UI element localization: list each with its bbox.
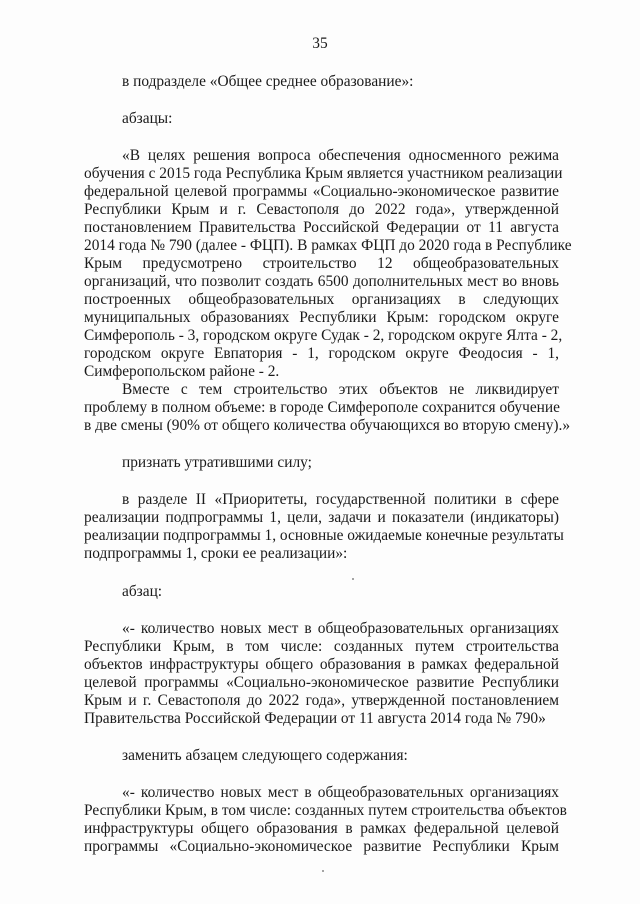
text-line: Республики Крым, в том числе: созданных путем строительства [84,638,559,655]
subsection-intro: в подразделе «Общее среднее образование»: [122,73,414,90]
text-line: Симферополь - 3, городском округе Судак - 2, городском округе Ялта - 2, [84,327,563,344]
text-line: Республики Крым, в том числе: созданных путем строительства объектов [84,802,567,819]
text-line: реализации подпрограммы 1, основные ожидаемые конечные результаты [84,527,564,544]
text-line: Правительства Российской Федерации от 11 августа 2014 года № 790» [84,710,546,727]
text-line: 2014 года № 790 (далее - ФЦП). В рамках ФЦП до 2020 года в Республике [84,237,572,254]
text-line: муниципальных образованиях Республики Крым: городском округе [84,309,559,326]
text-line: «- количество новых мест в общеобразовательных организациях [122,620,559,637]
text-line: «- количество новых мест в общеобразовательных организациях [122,784,559,801]
replace-instruction: заменить абзацем следующего содержания: [122,747,408,764]
scan-speck [322,870,324,872]
text-line: программы «Социально-экономическое развитие Республики Крым [84,838,559,855]
text-line: городском округе Евпатория - 1, городском округе Феодосия - 1, [84,345,559,362]
text-line: постановлением Правительства Российской Федерации от 11 августа [84,219,559,236]
text-line: «В целях решения вопроса обеспечения односменного режима [122,147,559,164]
text-line: Крым и г. Севастополя до 2022 года», утвержденной постановлением [84,692,559,709]
text-line: инфраструктуры общего образования в рамках федеральной целевой [84,820,559,837]
page-number: 35 [312,35,328,52]
text-line: Симферопольском районе - 2. [84,363,280,380]
text-line: построенных общеобразовательных организациях в следующих [84,291,559,308]
text-line: подпрограммы 1, сроки ее реализации»: [84,545,348,562]
label-paragraphs: абзацы: [122,110,173,127]
text-line: объектов инфраструктуры общего образования в рамках федеральной [84,656,559,673]
label-paragraph: абзац: [122,583,163,600]
text-line: целевой программы «Социально-экономическое развитие Республики [84,674,559,691]
text-line: организаций, что позволит создать 6500 дополнительных мест во вновь [84,273,559,290]
recognize-invalid-instruction: признать утратившими силу; [122,454,312,471]
text-line: в разделе II «Приоритеты, государственной политики в сфере [122,491,559,508]
scan-speck [352,578,354,580]
text-line: федеральной целевой программы «Социально-экономическое развитие [84,183,559,200]
text-line: Республики Крым и г. Севастополя до 2022 года», утвержденной [84,201,559,218]
text-line: в две смены (90% от общего количества обучающихся во вторую смену).» [84,417,571,434]
text-line: обучения с 2015 года Республика Крым является участником реализации [84,165,563,182]
text-line: проблему в полном объеме: в городе Симферополе сохранится обучение [84,399,560,416]
text-line: Вместе с тем строительство этих объектов не ликвидирует [122,381,559,398]
text-line: реализации подпрограммы 1, цели, задачи и показатели (индикаторы) [84,509,559,526]
text-line: Крым предусмотрено строительство 12 общеобразовательных [84,255,559,272]
